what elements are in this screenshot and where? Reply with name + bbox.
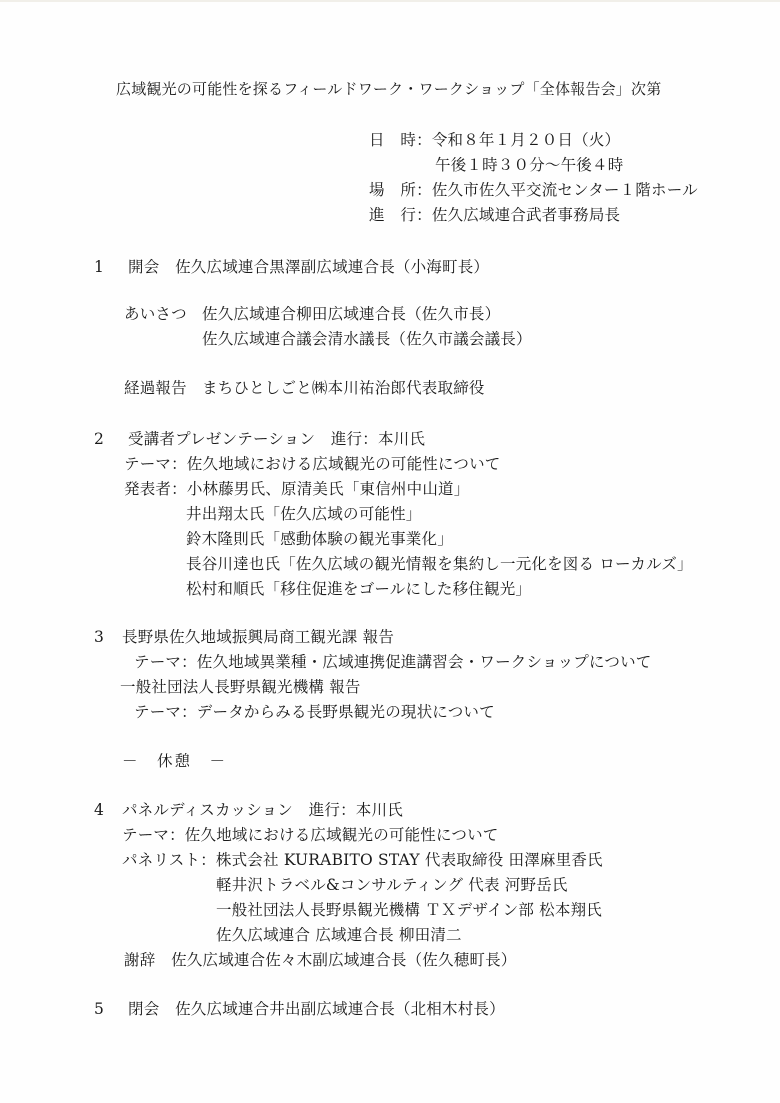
section-3-heading: 3 長野県佐久地域振興局商工観光課 報告	[94, 628, 395, 646]
section-number: 5	[94, 1000, 105, 1018]
greeting-item: 佐久広域連合議会清水議長（佐久市議会議長）	[202, 330, 532, 348]
panelists-label: パネリスト：	[122, 851, 216, 869]
section-number: 3	[94, 628, 105, 646]
section-2-heading: 2 受講者プレゼンテーション 進行：本川氏	[94, 430, 426, 448]
section-2-theme: テーマ：佐久地域における広域観光の可能性について	[124, 455, 501, 473]
date-label: 日 時：	[369, 131, 432, 149]
presenter-item: 松村和順氏「移住促進をゴールにした移住観光」	[186, 580, 532, 598]
time-value: 午後１時３０分～午後４時	[435, 156, 624, 174]
report-label: 経過報告	[124, 379, 187, 397]
section-3-subheading: 一般社団法人長野県観光機構 報告	[120, 678, 361, 696]
place-row	[369, 180, 698, 200]
presenters-label: 発表者：	[124, 480, 187, 498]
panelists-row	[122, 850, 603, 870]
section-1-heading: 1 開会 佐久広域連合黒澤副広域連合長（小海町長）	[94, 258, 490, 276]
report-value: まちひとしごと㈱本川祐治郎代表取締役	[202, 379, 485, 397]
presenter-item: 小林藤男氏、原清美氏「東信州中山道」	[186, 480, 470, 498]
section-3-theme-2: テーマ：データからみる長野県観光の現状について	[134, 703, 495, 721]
document-title: 広域観光の可能性を探るフィールドワーク・ワークショップ「全体報告会」次第	[116, 80, 662, 98]
host-row	[369, 205, 620, 225]
greeting-item: 佐久広域連合柳田広域連合長（佐久市長）	[202, 305, 501, 323]
section-4-heading: 4 パネルディスカッション 進行：本川氏	[94, 801, 403, 819]
section-4-theme: テーマ：佐久地域における広域観光の可能性について	[122, 826, 499, 844]
section-number: 1	[94, 258, 105, 276]
host-label: 進 行：	[369, 206, 432, 224]
break-label: － 休憩 －	[122, 752, 228, 770]
section-3-theme-1: テーマ：佐久地域異業種・広域連携促進講習会・ワークショップについて	[134, 653, 652, 671]
panelist-item: 軽井沢トラベル&コンサルティング 代表 河野岳氏	[216, 876, 568, 894]
date-value: 令和８年１月２０日（火）	[431, 131, 621, 149]
section-number: 4	[94, 801, 105, 819]
panelist-item: 一般社団法人長野県観光機構 ＴＸデザイン部 松本翔氏	[216, 901, 602, 919]
host-value: 佐久広域連合武者事務局長	[431, 206, 621, 224]
panelist-item: 株式会社 KURABITO STAY 代表取締役 田澤麻里香氏	[215, 851, 603, 869]
presenter-item: 井出翔太氏「佐久広域の可能性」	[186, 505, 422, 523]
thanks-line: 謝辞 佐久広域連合佐々木副広域連合長（佐久穂町長）	[124, 951, 517, 969]
panelist-item: 佐久広域連合 広域連合長 柳田清二	[216, 926, 462, 944]
place-value: 佐久市佐久平交流センター１階ホール	[431, 181, 698, 199]
section-5-heading: 5 閉会 佐久広域連合井出副広域連合長（北相木村長）	[94, 1000, 505, 1018]
presenters-row	[124, 479, 469, 499]
section-number: 2	[94, 430, 105, 448]
presenter-item: 長谷川達也氏「佐久広域の観光情報を集約し一元化を図る ローカルズ」	[186, 555, 693, 573]
presenter-item: 鈴木隆則氏「感動体験の観光事業化」	[186, 530, 453, 548]
place-label: 場 所：	[369, 181, 432, 199]
greeting-label: あいさつ	[124, 305, 187, 323]
date-row	[369, 130, 620, 150]
